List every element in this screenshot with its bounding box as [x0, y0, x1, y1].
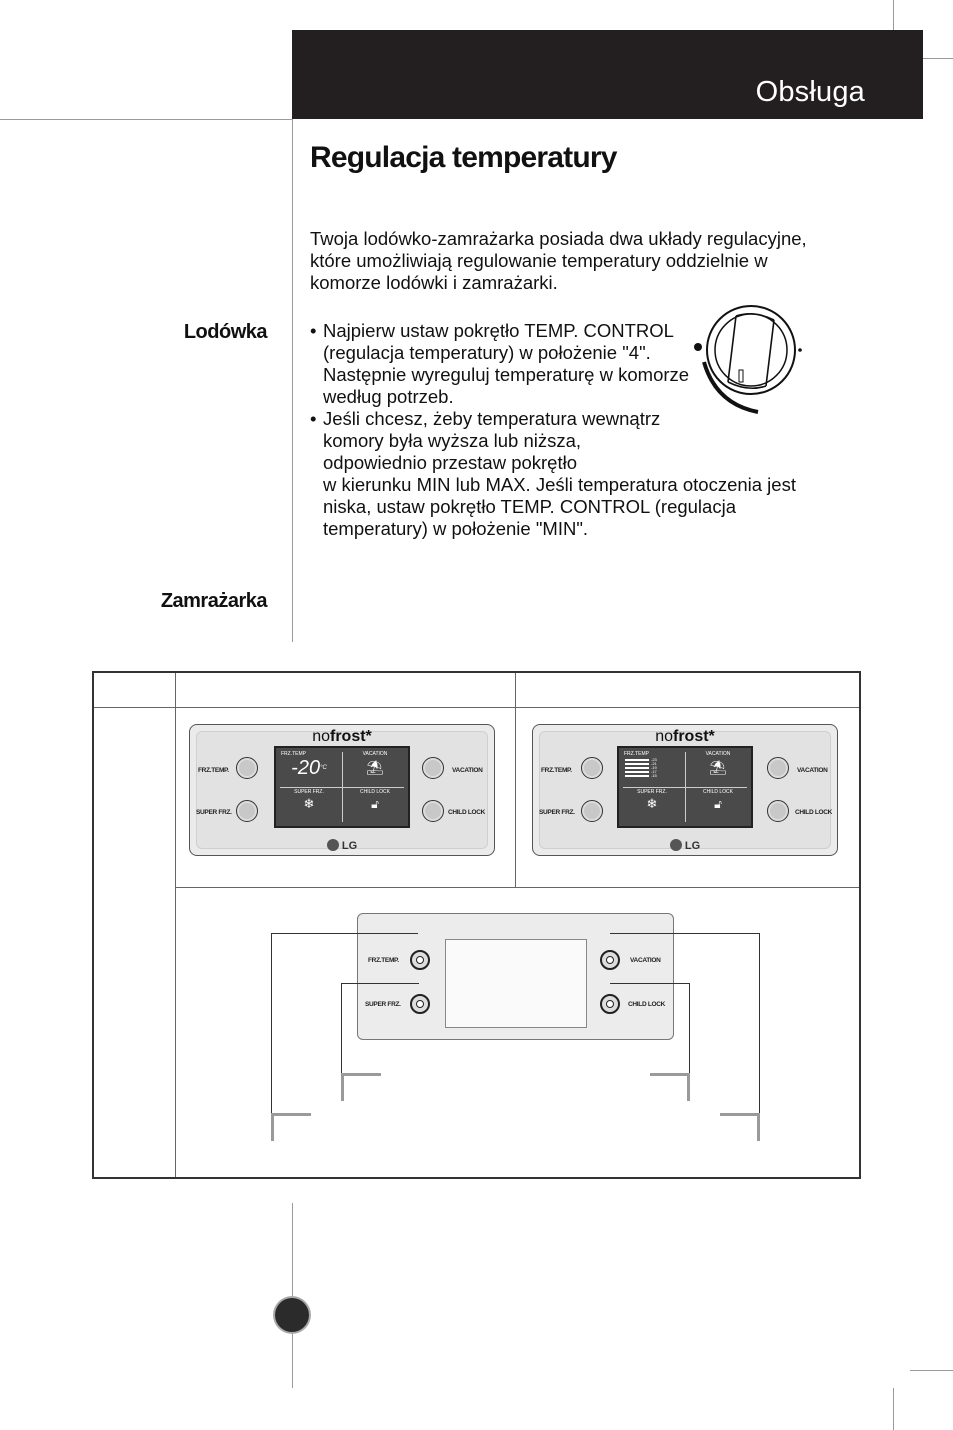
child-lock-button[interactable] [600, 994, 620, 1014]
super-frz-button[interactable] [581, 800, 603, 822]
table-divider [94, 707, 859, 708]
header-rule [0, 119, 292, 120]
callout-bracket [341, 1073, 381, 1076]
panel-display [274, 746, 410, 828]
snowflake-icon: ❄ [303, 796, 315, 811]
frz-temp-button[interactable] [410, 950, 430, 970]
display-child-lock-label: CHILD LOCK [702, 789, 733, 795]
crop-mark-bottom [893, 1388, 894, 1430]
table-divider [515, 673, 516, 888]
super-frz-label: SUPER FRZ. [539, 809, 575, 816]
margin-line-top [292, 30, 293, 642]
display-frz-temp [276, 751, 342, 790]
display-super-frz [276, 787, 342, 828]
lg-logo: LG [533, 839, 837, 852]
callout-bracket [341, 1073, 344, 1101]
freezer-section-label: Zamrażarka [160, 590, 267, 612]
child-lock-label: CHILD LOCK [448, 809, 486, 816]
display-frz-temp-label: FRZ.TEMP [281, 751, 306, 757]
callout-bracket [271, 1113, 274, 1141]
vacation-label: VACATION [630, 957, 661, 964]
display-frz-temp [619, 751, 685, 790]
display-super-frz-label: SUPER FRZ. [637, 789, 667, 795]
display-super-frz [619, 787, 685, 828]
instruction-item [310, 320, 693, 408]
display-child-lock [685, 787, 751, 828]
vacation-label: VACATION [797, 767, 828, 774]
display-vacation-label: VACATION [362, 751, 388, 757]
frz-temp-button[interactable] [236, 757, 258, 779]
diagram-display [445, 939, 587, 1028]
child-lock-label: CHILD LOCK [795, 809, 833, 816]
callout-bracket [687, 1073, 690, 1101]
page-marker [275, 1298, 309, 1332]
instruction-text: Najpierw ustaw pokrętło TEMP. CONTROL (regulacja temperatury) w położenie "4". Następnie wyreguluj temperaturę w komorze według potrzeb. [323, 320, 690, 407]
display-vacation [685, 751, 751, 790]
callout-bracket [271, 1113, 311, 1116]
umbrella-icon: ⛱ [366, 759, 384, 775]
display-frz-temp-label: FRZ.TEMP [624, 751, 649, 757]
instruction-text: w kierunku MIN lub MAX. Jeśli temperatura otoczenia jest niska, ustaw pokrętło TEMP. CONTROL (regulacja temperatury) w położenie "MIN". [323, 474, 796, 539]
lg-logo-icon [670, 839, 682, 851]
fridge-section-label: Lodówka [183, 321, 267, 343]
lock-icon: 🔓︎ [714, 797, 722, 811]
leader-line [689, 983, 690, 1073]
leader-line [341, 983, 342, 1073]
display-vacation-label: VACATION [705, 751, 731, 757]
super-frz-button[interactable] [410, 994, 430, 1014]
vacation-button[interactable] [600, 950, 620, 970]
leader-line [610, 983, 690, 984]
display-child-lock-label: CHILD LOCK [359, 789, 390, 795]
frz-temp-label: FRZ.TEMP. [368, 957, 399, 964]
temperature-value: -20 [291, 757, 321, 779]
section-title: Obsługa [755, 76, 865, 108]
display-child-lock [342, 787, 408, 828]
snowflake-icon: ❄ [646, 796, 658, 811]
instruction-item [310, 408, 830, 540]
table-divider [175, 887, 859, 888]
display-super-frz-label: SUPER FRZ. [294, 789, 324, 795]
leader-line [271, 933, 272, 1113]
frz-temp-label: FRZ.TEMP. [198, 767, 229, 774]
control-panel-scale [532, 724, 838, 856]
table-divider [175, 673, 176, 1177]
vacation-label: VACATION [452, 767, 483, 774]
child-lock-button[interactable] [767, 800, 789, 822]
vacation-button[interactable] [422, 757, 444, 779]
margin-line-bottom [292, 1203, 293, 1388]
display-vacation [342, 751, 408, 790]
super-frz-label: SUPER FRZ. [196, 809, 232, 816]
intro-paragraph: Twoja lodówko-zamrażarka posiada dwa układy regulacyjne, które umożliwiają regulowanie temperatury oddzielnie w komorze lodówki i zamrażarki. [310, 228, 807, 293]
temperature-scale: -23 -21 -19 -17 -15 [651, 757, 657, 778]
frz-temp-label: FRZ.TEMP. [541, 767, 572, 774]
vacation-button[interactable] [767, 757, 789, 779]
leader-line [341, 983, 419, 984]
super-frz-label: SUPER FRZ. [365, 1001, 401, 1008]
temp-control-knob-icon [688, 300, 804, 418]
leader-line [610, 933, 760, 934]
leader-line [271, 933, 418, 934]
lg-logo: LG [190, 839, 494, 852]
child-lock-label: CHILD LOCK [628, 1001, 666, 1008]
callout-bracket [650, 1073, 690, 1076]
crop-mark-right-bottom [910, 1370, 953, 1371]
brand-logo: nofrost* [655, 728, 715, 745]
lg-logo-icon [327, 839, 339, 851]
callout-bracket [757, 1113, 760, 1141]
lock-icon: 🔓︎ [371, 797, 379, 811]
child-lock-button[interactable] [422, 800, 444, 822]
brand-logo: nofrost* [312, 728, 372, 745]
panel-display [617, 746, 753, 828]
crop-mark-right-top [923, 58, 953, 59]
umbrella-icon: ⛱ [709, 759, 727, 775]
temperature-bars [625, 759, 649, 777]
control-panel-digital [189, 724, 495, 856]
frz-temp-button[interactable] [581, 757, 603, 779]
crop-mark-top [893, 0, 894, 30]
super-frz-button[interactable] [236, 800, 258, 822]
callout-bracket [720, 1113, 760, 1116]
leader-line [759, 933, 760, 1113]
temperature-unit: °C [320, 765, 327, 771]
instruction-text: • Jeśli chcesz, żeby temperatura wewnątrz komory była wyższa lub niższa, odpowiednio przestaw pokrętło [323, 408, 661, 473]
page-title: Regulacja temperatury [310, 141, 617, 174]
